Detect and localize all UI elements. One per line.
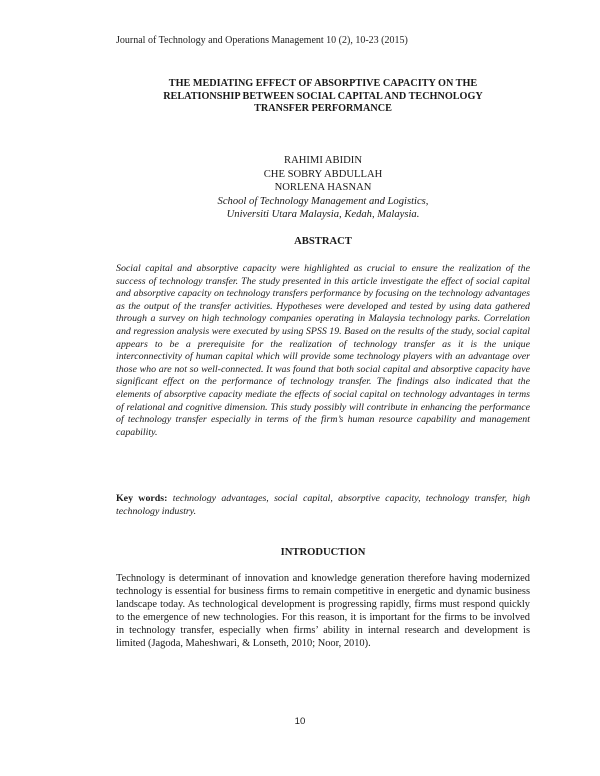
keywords-list: technology advantages, social capital, absorptive capacity, technology transfer, high technology industry. — [116, 493, 531, 517]
keywords — [116, 493, 530, 518]
title-line: TRANSFER PERFORMANCE — [254, 103, 392, 114]
author-name: CHE SOBRY ABDULLAH — [263, 168, 383, 180]
keywords-label: Key words: — [116, 493, 168, 504]
abstract-heading: ABSTRACT — [294, 236, 352, 247]
paper-title — [116, 78, 530, 116]
title-line: THE MEDIATING EFFECT OF ABSORPTIVE CAPACITY ON THE — [168, 78, 478, 89]
affiliation-line: School of Technology Management and Logistics, — [217, 195, 429, 207]
abstract-body: Social capital and absorptive capacity were highlighted as crucial to ensure the realization of the success of technology transfer. The study presented in this article investigate the effect of social capital and absorptive capacity on technology transfers performance by focusing on the technology advantages as the output of the transfer activities. Hypotheses were developed and tested by using data gathered through a survey on high technology companies operating in Malaysia technology parks. Correlation and regression analysis were executed by using SPSS 19. Based on the results of the study, social capital appears to be a prerequisite for the realization of technology transfer as it is the unique interconnectivity of human capital which will provide some technology players with an advantage over those who are not so well-connected. It was found that both social capital and absorptive capacity have significant effect on the performance of technology transfer. The findings also indicated that the elements of absorptive capacity mediate the effects of social capital on technology advantages in terms of relational and cognitive dimension. This study possibly will contribute in enhancing the performance of technology transfer especially in terms of the firm’s human resource capability and management capability. — [116, 263, 530, 438]
introduction-heading: INTRODUCTION — [280, 547, 366, 558]
affiliation-line: Universiti Utara Malaysia, Kedah, Malaysia. — [226, 209, 420, 221]
author-name: RAHIMI ABIDIN — [284, 155, 362, 166]
title-line: RELATIONSHIP BETWEEN SOCIAL CAPITAL AND TECHNOLOGY — [163, 90, 483, 102]
introduction-body: Technology is determinant of innovation and knowledge generation therefore having modernized technology is essential for business firms to remain competitive in energetic and dynamic business landscape today. As technological development is progressing rapidly, firms must respond quickly to the emergence of new technologies. For this reason, it is important for the firms to be involved in technology transfer, especially when firms’ ability in internal research and development is limited (Jagoda, Maheshwari, & Lonseth, 2010; Noor, 2010). — [116, 573, 530, 649]
author-name: NORLENA HASNAN — [274, 182, 372, 194]
journal-citation: Journal of Technology and Operations Management 10 (2), 10-23 (2015) — [116, 35, 408, 46]
author-block — [116, 154, 530, 222]
page-number: 10 — [294, 716, 306, 727]
